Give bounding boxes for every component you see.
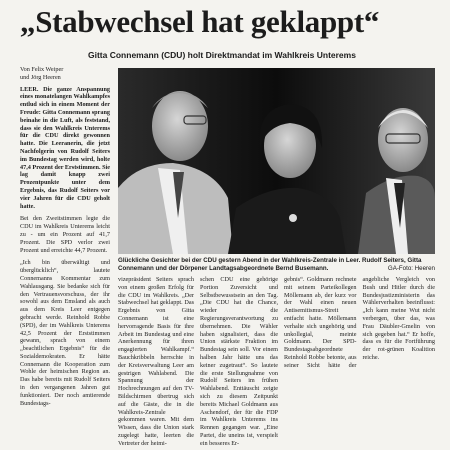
article-column-2 bbox=[118, 276, 194, 446]
article-headline: „Stabwechsel hat geklappt“ bbox=[20, 4, 380, 39]
byline-author-1: Von Felix Weiper bbox=[20, 66, 64, 73]
caption-text: Glückliche Gesichter bei der CDU gestern Abend in der Wahlkreis-Zentrale in Leer. Rudolf Seiters, Gitta Connemann und der Dörpener Landtagsabgeordnete Bernd Busemann. bbox=[118, 257, 422, 272]
article-column-4 bbox=[284, 276, 435, 446]
photo-credit: GA-Foto: Heeren bbox=[387, 264, 435, 272]
article-paragraph: vizepräsident Seiters sprach von einem großen Erfolg für die CDU im Wahlkreis. „Der Stabwechsel hat geklappt. Das Ergebnis von Gitta Connemann ist eine hervorragende Basis für ihre Arbeit im Bundestag und eine Anerkennung für ihren engagierten Wahlkampf.“ Bauchkribbeln herrschte in der Kreisverwaltung Leer am gestrigen Wahlabend. Die Spannung der Hochrechnungen auf den TV-Bildschirmen übertrug sich auf die Gäste, die in die Wahlkreis-Zentrale gekommen waren. Mit dem Wissen, dass die Union stark zugelegt hatte, leerten die Vertreter der heimi- bbox=[118, 276, 194, 446]
article-column-3 bbox=[200, 276, 278, 446]
article-paragraph: Bei den Zweitstimmen legte die CDU im Wahlkreis Unterems leicht zu - um ein Prozent auf 41,7 Prozent. Die SPD verlor zwei Prozent und erreichte 44,7 Prozent. bbox=[20, 215, 110, 254]
photo-caption bbox=[118, 257, 435, 273]
photo-image bbox=[118, 68, 435, 254]
article-subheadline: Gitta Connemann (CDU) holt Direktmandat im Wahlkreis Unterems bbox=[88, 50, 356, 60]
article-byline bbox=[20, 66, 110, 82]
article-paragraph: gebnis“. Goldmann rechnete mit seinem Parteikollegen Möllemann ab, der kurz vor der Wahl einen neuen Antisemitismus-Streit entfacht hatte. Möllemann verhalte sich ungehörig und unkollegial, meinte Goldmann. Der SPD-Bundestagsabgeordnete Reinhold Robbe betonte, aus seiner Sicht hätte der angebliche Vergleich von Bush und Hitler durch die Bundesjustizministerin das Wählerverhalten beeinflusst: „Ich kann meine Wut nicht verbergen, über das, was Frau Däubler-Gmelin von sich gegeben hat.“ Er hoffe, dass es für die Fortführung der rot-grünen Koalition reiche. bbox=[284, 276, 435, 369]
article-photo bbox=[118, 68, 435, 254]
article-lead-paragraph: LEER. Die ganze Anspannung eines monatelangen Wahlkampfes entlud sich in einem Moment der Freude: Gitta Connemann sprang beinahe in die Luft, als feststand, dass sie den Wahlkreis Unterems für die CDU direkt gewonnen hatte. Die Leeranerin, die jetzt Nachfolgerin von Rudolf Seiters im Bundestag werden wird, holte 47,4 Prozent der Erststimmen. Sie lag damit knapp zwei Prozentpunkte unter dem Ergebnis, das Rudolf Seiters vor vier Jahren für die CDU geholt hatte. bbox=[20, 85, 110, 210]
byline-author-2: und Jörg Heeren bbox=[20, 73, 61, 81]
article-paragraph: schen CDU eine gehörige Portion Zuversicht und Selbstbewusstsein an den Tag. „Die CDU hat die Chance, wieder die Regierungsverantwortung zu übernehmen. Die Wähler haben signalisiert, dass die Union stärkste Fraktion im Bundestag sein soll. Vor einem halben Jahr hätte uns das keiner zugetraut“. So lautete die erste Stellungnahme von Rudolf Seiters im frühen Wahlabend. Enttäuscht zeigte sich zu diesem Zeitpunkt bereits Michael Goldmann aus Aschendorf, der für die FDP im Wahlkreis Unterems ins Rennen gegangen war. „Eine Partei, die uneins ist, verspielt ein besseres Er- bbox=[200, 276, 278, 446]
article-column-1 bbox=[20, 66, 110, 446]
article-paragraph: „Ich bin überwältigt und überglücklich“, lautete Connemanns Kommentar zum Wahlausgang. Sie bedanke sich für den Vertrauensvorschuss, der ihr sowohl aus dem Emsland als auch aus dem Kreis Leer entgegen gebracht werde. Reinhold Robbe (SPD), der im Wahlkreis Unterems 42,5 Prozent der Erststimmen gewann, sprach von einem „beachtlichen Ergebnis“ für die Sozialdemokraten. Er hätte Connemann die Kooperation zum Wohle der heimischen Region an. Das habe bereits mit Rudolf Seiters in den vergangenen Jahren gut funktioniert. Der noch amtierende Bundestags- bbox=[20, 259, 110, 407]
